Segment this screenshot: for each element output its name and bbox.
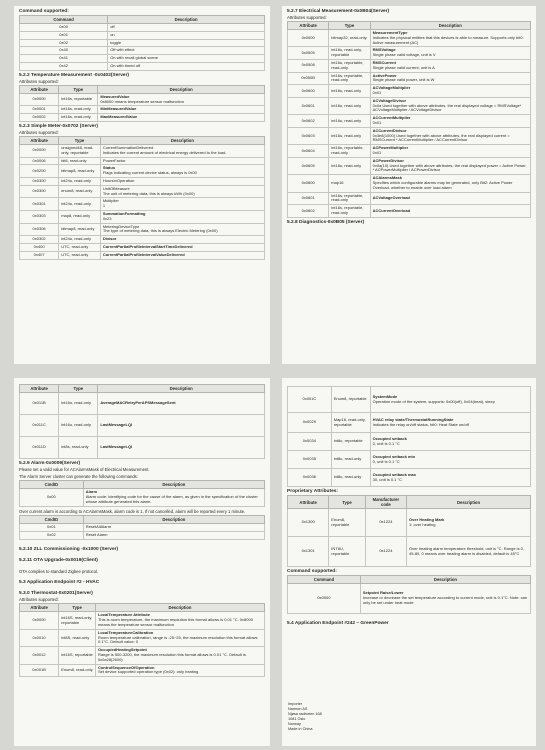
diagnostics-attribute-table: Attribute Type Description 0x011B int16u, read-only AverageMACRetryPerAPSMessageSent 0x011C int16u, read-only LastMessageLQI 0x011D int8s, read-only LastMessageLQI [19, 384, 265, 459]
table-row: 0x0000 int16S, read-only, reportable LocalTemperature Attribute This is room temperature, the maximum resolution this format allows is 0.01 °C. 0x8000 means the temperature sensor malfunction [20, 612, 265, 629]
diagnostics-heading: 5.2.8 Diagnostics-0x0B05 (Server) [287, 219, 365, 225]
table-row: 0x0303 map8, read-only SummationFormatting 0x23 [20, 210, 265, 223]
proprietary-attributes-heading: Proprietary Attributes: [287, 489, 338, 494]
table-row: 0x0508 int16u, reportable, read-only RMSCurrent Single phase valid current, unit is A [288, 59, 531, 72]
table-row: 0x0035 int8u, read-only Occupied setback min 0, unit is 0.1 °C [288, 451, 531, 469]
table-row: 0x0012 int16S, reportable OccupiedHeatingSetpoint Range is 500-3200, the maximum resolution this format allows is 0.01 °C. Default is 0x0a28(2600) [20, 647, 265, 664]
endpoint-2-heading: 5.3 Application Endpoint #2 - HVAC [19, 580, 100, 586]
table-row: 0x0603 int16u, read-only ACCurrentDivisor 0x3e8(1000) Used together with above attributes, the real displayed current = RMSCurrent * ACCurrentMultiplier / ACCurrentDivisor [288, 127, 531, 144]
table-row: 0x40 Off with effect [20, 47, 265, 55]
table-row: 0x0036 int8u, read-only Occupied setback max 30, unit is 0.1 °C [288, 469, 531, 487]
zll-heading: 5.2.10 ZLL Commissioning -0x1000 (Server) [19, 546, 119, 552]
table-row: 0x0000 Setpoint Raise/Lower Increase or decrease the set temperature according to current mode, unit is 0.1°C. Note: can only be set under heat mode [288, 584, 531, 614]
attributes-supported-label: Attributes supported: [19, 78, 59, 84]
table-row: 0x0800 map16 ACAlarmsMask Specifies which configurable alarms may be generated, only Bit2: Active Power Overload, whether to enable over load alarm [288, 175, 531, 192]
endpoint-242-heading: 5.4 Application Endpoint #242 – GreenPower [287, 621, 389, 626]
table-row: 0x00 Alarm Alarm code: Identifying code for the cause of the alarm, as given in the specification of the cluster whose attribute generated this alarm. [20, 489, 265, 506]
table-row: 0x001B Enum8, read-only ControlSequenceOfOperation Set device supported operation type (0x02): only heating [20, 664, 265, 677]
table-row: 0x001C Enum8, reportable SystemMode Operation mode of the system, supports: 0x00(off), 0x04(heat), sleep [288, 387, 531, 413]
alarm-reset-table: CmdID Description 0x01 ResetAllAlarm 0x02 Reset Alarm [19, 515, 265, 540]
page-top-left: Command supported: Command Description 0x00 off 0x01 on 0x02 toggle 0x40 Off with effect 0x41 On with recall global scene 0x42 On with timed off 5.2.2 Temperature Measurement -0x0402(Server) Attributes supported: Attribute Type Description 0x0000 int16s, reportable MeasuredValue 0x8000 means temperature sensor malfunction 0x0001 int16s, read-only MinMeasuredValue 0x0002 int16s, read-only MaxMeasuredValue 5.2.3 Simple Meter-0x0702 (Server) Attributes supported: Attribute Type Description 0x0000 unsigned48, read-only, reportable CurrentSummationDelivered Indicates the current amount of electrical energy delivered to the load. 0x0006 bit8, read-only PowerFactor 0x0200 bitmap8, read-only Status Flags indicating current device status, always is 0x00 0x0300 int24u, read-only HoursInOperation 0x0300 enum8, read-only UnitOfMeasure The unit of metering data, this is always kWh (0x00) 0x0301 int24u, read-only Multiplier 1 0x0303 map8, read-only SummationFormatting 0x23 0x0306 bitmap8, read-only MeteringDeviceType The type of metering data, this is always Electric Metering (0x00) 0x0302 int24u, read-only Divisor 0x400 UTC, read-only CurrentPartialProfileIntervalStartTimeDelivered 0x407 UTC, read-only CurrentPartialProfileIntervalValueDelivered [14, 6, 270, 364]
alarm-command-table: CmdID Description 0x00 Alarm Alarm code: Identifying code for the cause of the alarm, as given in the specification of the cluster whose attribute generated this alarm. [19, 480, 265, 506]
table-row: 0x0000 bitmap32, read-only MeasurementType Indicates the physical entities that this devices is able to measure. Supports only bit0: Active measurement (AC) [288, 30, 531, 47]
col-command: Command [20, 16, 108, 24]
table-row: 0x0600 int16u, read-only ACVoltageMultiplier 0x01 [288, 85, 531, 98]
table-row: 0x1301 INT8U, reportable 0x1224 Over heating alarm temperature threshold, unit is °C. Range is 0, 45-80, 0 means over heating alarm is disabled, default is 45°C [288, 537, 531, 567]
table-row: 0x01 ResetAllAlarm [20, 524, 265, 532]
page-bottom-left: Attribute Type Description 0x011B int16u, read-only AverageMACRetryPerAPSMessageSent 0x011C int16u, read-only LastMessageLQI 0x011D int8s, read-only LastMessageLQI 5.2.9 Alarm-0x0009(Server) Please set a valid value for ACAlarmsMask of Electrical Measurement. The Alarm Server cluster can generate the following commands: CmdID Description 0x00 Alarm Alarm code: Identifying code for the cause of the alarm, as given in the specification of the cluster whose attribute generated this alarm. Over current alarm is according to ACAlarmsMask, alarm code is 1. If not cancelled, alarm will be reported every 1 minute. CmdID Description 0x01 ResetAllAlarm 0x02 Reset Alarm 5.2.10 ZLL Commissioning -0x1000 (Server) 5.2.11 OTA Upgrade-0x0019(Client) OTA complies to standard Zigbee protocol. 5.3 Application Endpoint #2 - HVAC 5.3.0 Thermostat-0x0201(Server) Attributes supported: Attribute Type Description 0x0000 int16S, read-only, reportable LocalTemperature Attribute This is room temperature, the maximum resolution this format allows is 0.01 °C. 0x8000 means the temperature sensor malfunction 0x0010 int8S, read-only LocalTemperatureCalibration Room temperature calibration, range is -25~25, the maximum resolution this format allows 0.1°C. Default value: 0 0x0012 int16S, reportable OccupiedHeatingSetpoint Range is 500-3200, the maximum resolution this format allows is 0.01 °C. Default is 0x0a28(2600) 0x001B Enum8, read-only ControlSequenceOfOperation Set device supported operation type (0x02): only heating [14, 378, 270, 746]
table-row: 0x42 On with timed off [20, 62, 265, 70]
simple-meter-heading: 5.2.3 Simple Meter-0x0702 (Server) [19, 123, 98, 129]
table-row: 0x02 Reset Alarm [20, 531, 265, 539]
table-row: 0x011D int8s, read-only LastMessageLQI [20, 437, 265, 459]
simple-meter-attribute-table: Attribute Type Description 0x0000 unsigned48, read-only, reportable CurrentSummationDelivered Indicates the current amount of electrical energy delivered to the load. 0x0006 bit8, read-only PowerFactor 0x0200 bitmap8, read-only Status Flags indicating current device status, always is 0x00 0x0300 int24u, read-only HoursInOperation 0x0300 enum8, read-only UnitOfMeasure The unit of metering data, this is always kWh (0x00) 0x0301 int24u, read-only Multiplier 1 0x0303 map8, read-only SummationFormatting 0x23 0x0306 bitmap8, read-only MeteringDeviceType The type of metering data, this is always Electric Metering (0x00) 0x0302 int24u, read-only Divisor 0x400 UTC, read-only CurrentPartialProfileIntervalStartTimeDelivered 0x407 UTC, read-only CurrentPartialProfileIntervalValueDelivered [19, 136, 265, 260]
thermostat-heading: 5.3.0 Thermostat-0x0201(Server) [19, 591, 93, 597]
table-row: 0x011B int16u, read-only AverageMACRetryPerAPSMessageSent [20, 393, 265, 415]
table-row: 0x0001 int16s, read-only MinMeasuredValue [20, 106, 265, 114]
table-row: 0x0010 int8S, read-only LocalTemperatureCalibration Room temperature calibration, range is -25~25, the maximum resolution this format allows 0.1°C. Default value: 0 [20, 629, 265, 646]
command-supported-heading: Command supported: [287, 569, 337, 574]
table-row: 0x02 toggle [20, 39, 265, 47]
temperature-attribute-table: Attribute Type Description 0x0000 int16s, reportable MeasuredValue 0x8000 means temperature sensor malfunction 0x0001 int16s, read-only MinMeasuredValue 0x0002 int16s, read-only MaxMeasuredValue [19, 85, 265, 122]
table-row: 0x0302 int24u, read-only Divisor [20, 236, 265, 244]
table-row: 0x0000 int16s, reportable MeasuredValue 0x8000 means temperature sensor malfunction [20, 93, 265, 106]
table-row: 0x0604 int16u, reportable, read-only ACPowerMultiplier 0x01 [288, 145, 531, 158]
onoff-command-table [19, 15, 265, 71]
thermostat-attribute-table: Attribute Type Description 0x0000 int16S, read-only, reportable LocalTemperature Attribute This is room temperature, the maximum resolution this format allows is 0.01 °C. 0x8000 means the temperature sensor malfunction 0x0010 int8S, read-only LocalTemperatureCalibration Room temperature calibration, range is -25~25, the maximum resolution this format allows 0.1°C. Default value: 0 0x0012 int16S, reportable OccupiedHeatingSetpoint Range is 500-3200, the maximum resolution this format allows is 0.01 °C. Default is 0x0a28(2600) 0x001B Enum8, read-only ControlSequenceOfOperation Set device supported operation type (0x02): only heating [19, 603, 265, 677]
table-row: 0x0801 int16s, reportable, read-only ACVoltageOverload [288, 192, 531, 205]
table-row: 0x0602 int16u, read-only ACCurrentMultiplier 0x01 [288, 115, 531, 128]
table-row: 0x0029 Map16, read-only, reportable HVAC relay state/ThermostatRunningState Indicates the relay on/off status, bit0: Heat State on/off [288, 413, 531, 433]
table-row: 0x0601 int16u, read-only ACVoltageDivisor 0x0a Used together with above attributes, the real displayed voltage = RMSVoltage* ACVoltageMultiplier / ACVoltageDivisor [288, 97, 531, 114]
ota-heading: 5.2.11 OTA Upgrade-0x0019(Client) [19, 557, 98, 563]
page-top-right: 5.2.7 Electrical Measurement-0x0B04(Server) Attributes supported: Attribute Type Description 0x0000 bitmap32, read-only MeasurementType Indicates the physical entities that this devices is able to measure. Supports only bit0: Active measurement (AC) 0x0505 int16u, read-only, reportable RMSVoltage Single phase valid voltage, unit is V 0x0508 int16u, reportable, read-only RMSCurrent Single phase valid current, unit is A 0x050B int16s, reportable, read-only ActivePower Single phase valid power, unit is W 0x0600 int16u, read-only ACVoltageMultiplier 0x01 0x0601 int16u, read-only ACVoltageDivisor 0x0a Used together with above attributes, the real displayed voltage = RMSVoltage* ACVoltageMultiplier / ACVoltageDivisor 0x0602 int16u, read-only ACCurrentMultiplier 0x01 0x0603 int16u, read-only ACCurrentDivisor 0x3e8(1000) Used together with above attributes, the real displayed current = RMSCurrent * ACCurrentMultiplier / ACCurrentDivisor 0x0604 int16u, reportable, read-only ACPowerMultiplier 0x01 0x0605 int16u, read-only ACPowerDivisor 0x0a(10) Used together with above attributes, the real displayed power = Active Power * ACPowerMultiplier / ACPowerDivisor 0x0800 map16 ACAlarmsMask Specifies which configurable alarms may be generated, only Bit2: Active Power Overload, whether to enable over load alarm 0x0801 int16s, reportable, read-only ACVoltageOverload 0x0802 int16s, reportable, read-only ACCurrentOverload 5.2.8 Diagnostics-0x0B05 (Server) [282, 6, 536, 364]
importer-footer: Importer Namron AS Njøsa radiveien 168 1081 Oslo Norway Made in China [288, 702, 322, 731]
command-supported-heading: Command supported: [19, 9, 69, 14]
table-row: 0x407 UTC, read-only CurrentPartialProfileIntervalValueDelivered [20, 251, 265, 259]
table-row: 0x0802 int16s, reportable, read-only ACCurrentOverload [288, 205, 531, 218]
table-row: 0x011C int16u, read-only LastMessageLQI [20, 415, 265, 437]
electrical-measurement-table: Attribute Type Description 0x0000 bitmap32, read-only MeasurementType Indicates the physical entities that this devices is able to measure. Supports only bit0: Active measurement (AC) 0x0505 int16u, read-only, reportable RMSVoltage Single phase valid voltage, unit is V 0x0508 int16u, reportable, read-only RMSCurrent Single phase valid current, unit is A 0x050B int16s, reportable, read-only ActivePower Single phase valid power, unit is W 0x0600 int16u, read-only ACVoltageMultiplier 0x01 0x0601 int16u, read-only ACVoltageDivisor 0x0a Used together with above attributes, the real displayed voltage = RMSVoltage* ACVoltageMultiplier / ACVoltageDivisor 0x0602 int16u, read-only ACCurrentMultiplier 0x01 0x0603 int16u, read-only ACCurrentDivisor 0x3e8(1000) Used together with above attributes, the real displayed current = RMSCurrent * ACCurrentMultiplier / ACCurrentDivisor 0x0604 int16u, reportable, read-only ACPowerMultiplier 0x01 0x0605 int16u, read-only ACPowerDivisor 0x0a(10) Used together with above attributes, the real displayed power = Active Power * ACPowerMultiplier / ACPowerDivisor 0x0800 map16 ACAlarmsMask Specifies which configurable alarms may be generated, only Bit2: Active Power Overload, whether to enable over load alarm 0x0801 int16s, reportable, read-only ACVoltageOverload 0x0802 int16s, reportable, read-only ACCurrentOverload [287, 21, 531, 218]
page-bottom-right [282, 378, 536, 746]
table-row: 0x0300 int24u, read-only HoursInOperation [20, 177, 265, 185]
table-row: 0x0034 int8u, reportable Occupied setback 0, unit is 0.1 °C [288, 433, 531, 451]
thermostat-command-table: Command Description 0x0000 Setpoint Raise/Lower Increase or decrease the set temperature according to current mode, unit is 0.1°C. Note: can only be set under heat mode [287, 575, 531, 614]
proprietary-attribute-table: Attribute Type Manufacturer code Description 0x1300 Enum8, reportable 0x1224 Over Heating Mark 1: over heating 0x1301 INT8U, reportable 0x1224 Over heating alarm temperature threshold, unit is °C. Range is 0, 45-80, 0 means over heating alarm is disabled, default is 45°C [287, 495, 531, 567]
table-row: 0x1300 Enum8, reportable 0x1224 Over Heating Mark 1: over heating [288, 509, 531, 537]
table-row: 0x400 UTC, read-only CurrentPartialProfileIntervalStartTimeDelivered [20, 243, 265, 251]
temperature-measurement-heading: 5.2.2 Temperature Measurement -0x0402(Server) [19, 72, 130, 78]
table-row: 0x0002 int16s, read-only MaxMeasuredValue [20, 114, 265, 122]
table-row: 0x0306 bitmap8, read-only MeteringDeviceType The type of metering data, this is always Electric Metering (0x00) [20, 223, 265, 236]
table-row: 0x0006 bit8, read-only PowerFactor [20, 157, 265, 165]
thermostat-attribute-table-continued [287, 386, 531, 487]
table-row: 0x0200 bitmap8, read-only Status Flags indicating current device status, always is 0x00 [20, 165, 265, 178]
table-row: 0x0000 unsigned48, read-only, reportable CurrentSummationDelivered Indicates the current amount of electrical energy delivered to the load. [20, 144, 265, 157]
table-row: 0x050B int16s, reportable, read-only ActivePower Single phase valid power, unit is W [288, 72, 531, 85]
table-row: 0x0301 int24u, read-only Multiplier 1 [20, 198, 265, 211]
table-row: 0x0605 int16u, read-only ACPowerDivisor 0x0a(10) Used together with above attributes, the real displayed power = Active Power * ACPowerMultiplier / ACPowerDivisor [288, 157, 531, 174]
table-row: 0x00 off [20, 24, 265, 32]
electrical-measurement-heading: 5.2.7 Electrical Measurement-0x0B04(Server) [287, 9, 390, 14]
table-row: 0x0505 int16u, read-only, reportable RMSVoltage Single phase valid voltage, unit is V [288, 47, 531, 60]
table-row: 0x01 on [20, 31, 265, 39]
col-description: Description [108, 16, 265, 24]
table-row: 0x41 On with recall global scene [20, 55, 265, 63]
alarm-heading: 5.2.9 Alarm-0x0009(Server) [19, 461, 81, 466]
table-row: 0x0300 enum8, read-only UnitOfMeasure The unit of metering data, this is always kWh (0x00) [20, 185, 265, 198]
